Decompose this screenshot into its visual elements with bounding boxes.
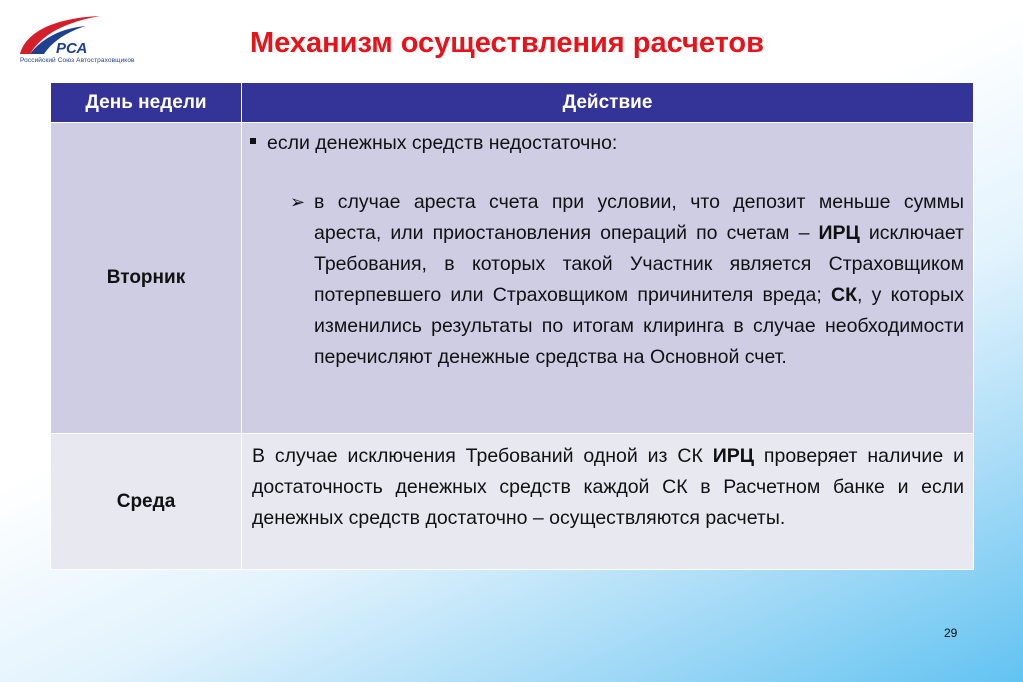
bullet-item — [250, 131, 973, 155]
bullet-text: если денежных средств недостаточно: — [267, 132, 618, 154]
table-row — [51, 434, 974, 570]
sub-bullet-item — [290, 187, 964, 373]
sub-text-part: в случае ареста счета при условии, что депозит меньше суммы ареста, или приостановления операций по счетам – — [314, 191, 964, 244]
logo-caption: Российский Союз Автостраховщиков — [20, 57, 135, 64]
day-cell: Вторник — [51, 123, 242, 434]
slide-title: Механизм осуществления расчетов — [250, 27, 764, 59]
logo — [16, 14, 156, 70]
settlement-table — [50, 82, 974, 570]
action-text-part: В случае исключения Требований одной из СК — [252, 445, 713, 467]
sub-text-part: , у которых изменились результаты по итогам клиринга в случае необходимости перечисляют денежные средства на Основной счет. — [314, 284, 964, 368]
square-bullet-icon — [250, 138, 256, 144]
day-cell: Среда — [51, 434, 242, 570]
action-cell — [242, 434, 974, 570]
action-text-part: проверяет наличие и достаточность денежных средств каждой СК в Расчетном банке и если денежных средств достаточно – осуществляются расчеты. — [252, 445, 964, 529]
table-header-row — [51, 83, 974, 123]
sub-text-bold: СК — [831, 284, 857, 306]
sub-text-bold: ИРЦ — [818, 222, 860, 244]
logo-mark-text: РСА — [56, 40, 88, 57]
arrow-bullet-icon: ➢ — [290, 192, 306, 212]
header-day: День недели — [51, 83, 242, 123]
page-number: 29 — [944, 626, 958, 640]
sub-text-part: исключает Требования, в которых такой Участник является Страховщиком потерпевшего или Страховщиком причинителя вреда; — [314, 222, 964, 306]
action-text-bold: ИРЦ — [712, 445, 755, 467]
header-action: Действие — [242, 83, 974, 123]
action-cell — [242, 123, 974, 434]
rsa-logo-mark — [16, 14, 126, 58]
table-row — [51, 123, 974, 434]
